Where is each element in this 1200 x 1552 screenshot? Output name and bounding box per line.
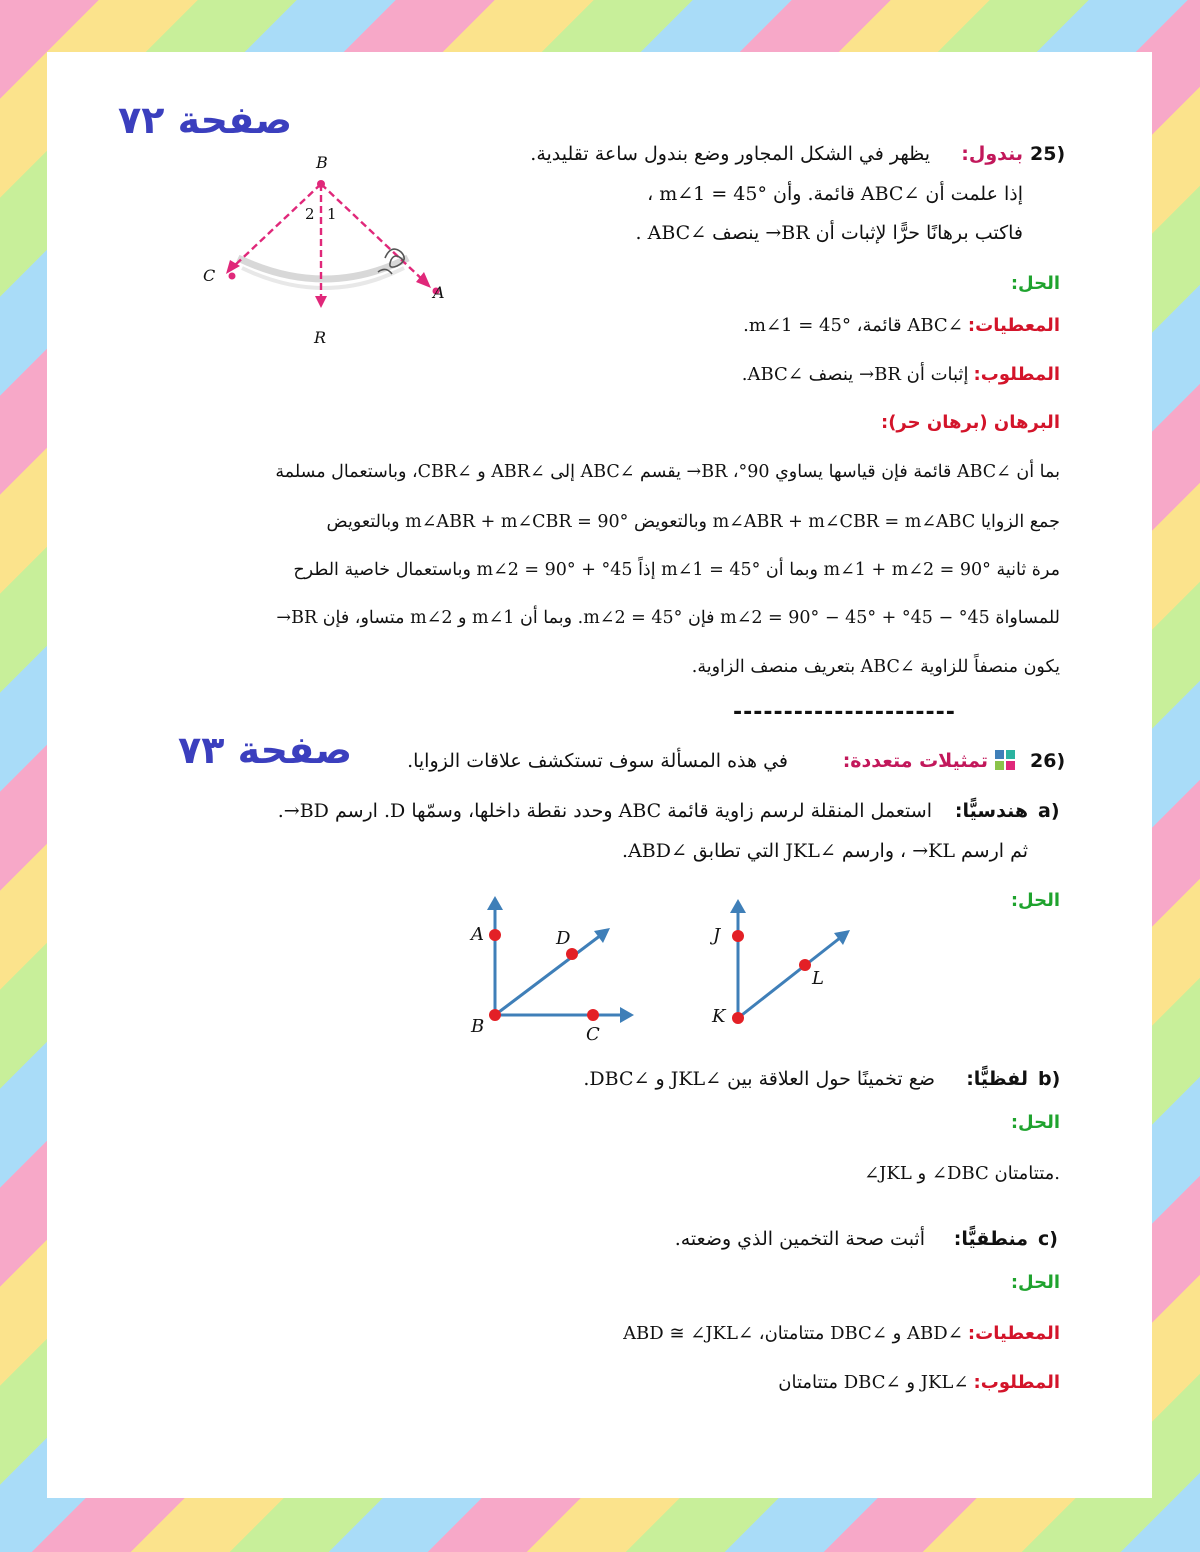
part-a-line-1: استعمل المنقلة لرسم زاوية قائمة ABC وحدد نقطة داخلها، وسمّها D. ارسم BD→. xyxy=(277,800,932,822)
section-divider: ---------------------- xyxy=(733,700,956,725)
question-25-line-2: إذا علمت أن ∠ABC قائمة. وأن m∠1 = 45° ، xyxy=(647,183,1023,205)
fig-point-d-label: D xyxy=(556,928,571,949)
part-c-required-text: ∠JKL و ∠DBC متتامتان xyxy=(778,1372,969,1393)
question-25-line-3: فاكتب برهانًا حرًّا لإثبات أن BR→ ينصف ∠ABC . xyxy=(635,222,1023,244)
q25-required-text: إثبات أن BR→ ينصف ∠ABC. xyxy=(741,364,969,385)
q25-given-row xyxy=(360,315,1060,336)
q25-proof-line-3: مرة ثانية m∠1 + m∠2 = 90° وبما أن m∠1 = 45° إذاً 45° + m∠2 = 90° وباستعمال خاصية الطرح xyxy=(293,560,1060,580)
q25-proof-line-2: جمع الزوايا m∠ABR + m∠CBR = m∠ABC وبالتعويض m∠ABR + m∠CBR = 90° وبالتعويض xyxy=(326,512,1060,532)
fig-point-c-label: C xyxy=(586,1024,600,1045)
q25-proof-line-4: للمساواة 45° − 45° + m∠2 = 90° − 45° فإن m∠2 = 45°. وبما أن m∠1 و m∠2 متساو، فإن BR→ xyxy=(276,608,1060,628)
part-c-solution-label: الحل: xyxy=(1010,1272,1060,1293)
part-c-text: أثبت صحة التخمين الذي وضعته. xyxy=(674,1228,925,1250)
part-b-label: b) xyxy=(1038,1068,1061,1090)
fig-point-k-label: K xyxy=(712,1006,726,1027)
point-c-label: C xyxy=(203,266,216,285)
q25-solution-label: الحل: xyxy=(1010,273,1060,294)
fig-point-b-label: B xyxy=(471,1016,485,1037)
part-c-given-row xyxy=(360,1323,1060,1344)
part-c-label: c) xyxy=(1038,1228,1058,1250)
point-a-label: A xyxy=(433,283,445,302)
part-c-required-label: المطلوب: xyxy=(973,1372,1060,1393)
angle-1-label: 1 xyxy=(327,205,337,223)
part-c-given-label: المعطيات: xyxy=(967,1323,1060,1344)
part-b-title: لفظيًّا: xyxy=(966,1068,1028,1090)
fig-point-l-label: L xyxy=(812,968,824,989)
part-c-title: منطقيًّا: xyxy=(953,1228,1028,1250)
part-a-line-2: ثم ارسم KL→ ، وارسم ∠JKL التي تطابق ∠ABD. xyxy=(621,840,1028,862)
q25-given-label: المعطيات: xyxy=(967,315,1060,336)
multiple-representations-icon xyxy=(993,748,1019,772)
part-c-required-row xyxy=(360,1372,1060,1393)
page-72-label: صفحة ٧٢ xyxy=(118,98,293,142)
question-25-line-1: يظهر في الشكل المجاور وضع بندول ساعة تقليدية. xyxy=(530,143,930,165)
q25-required-label: المطلوب: xyxy=(973,364,1060,385)
question-26-intro: في هذه المسألة سوف تستكشف علاقات الزوايا. xyxy=(407,750,788,772)
part-b-answer: ∠JKL و ∠DBC متتامتان. xyxy=(864,1163,1060,1184)
fig-point-a-label: A xyxy=(471,924,484,945)
part-a-title: هندسيًّا: xyxy=(954,800,1028,822)
q25-proof-label: البرهان (برهان حر): xyxy=(881,412,1060,433)
part-b-solution-label: الحل: xyxy=(1010,1112,1060,1133)
question-26-title: تمثيلات متعددة: xyxy=(842,750,988,772)
angle-2-label: 2 xyxy=(305,205,315,223)
part-a-solution-label: الحل: xyxy=(1010,890,1060,911)
part-c-given-text: ∠ABD و ∠DBC متتامتان، ∠ABD ≅ ∠JKL xyxy=(623,1323,963,1344)
question-26-number: 26) xyxy=(1030,750,1066,772)
q25-proof-line-5: يكون منصفاً للزاوية ∠ABC بتعريف منصف الزاوية. xyxy=(691,657,1060,677)
question-25-number: 25) xyxy=(1030,143,1066,165)
q25-proof-line-1: بما أن ∠ABC قائمة فإن قياسها يساوي 90°، BR→ يقسم ∠ABC إلى ∠ABR و ∠CBR، وباستعمال مسلمة xyxy=(275,462,1060,482)
question-25-title: بندول: xyxy=(961,143,1023,165)
q25-required-row xyxy=(360,364,1060,385)
part-a-label: a) xyxy=(1038,800,1060,822)
fig-point-j-label: J xyxy=(713,925,721,946)
point-r-label: R xyxy=(314,328,327,347)
part-b-text: ضع تخمينًا حول العلاقة بين ∠JKL و ∠DBC. xyxy=(583,1068,935,1090)
page-73-label: صفحة ٧٣ xyxy=(178,728,353,772)
point-b-label: B xyxy=(316,153,328,172)
q25-given-text: ∠ABC قائمة، m∠1 = 45°. xyxy=(743,315,963,336)
